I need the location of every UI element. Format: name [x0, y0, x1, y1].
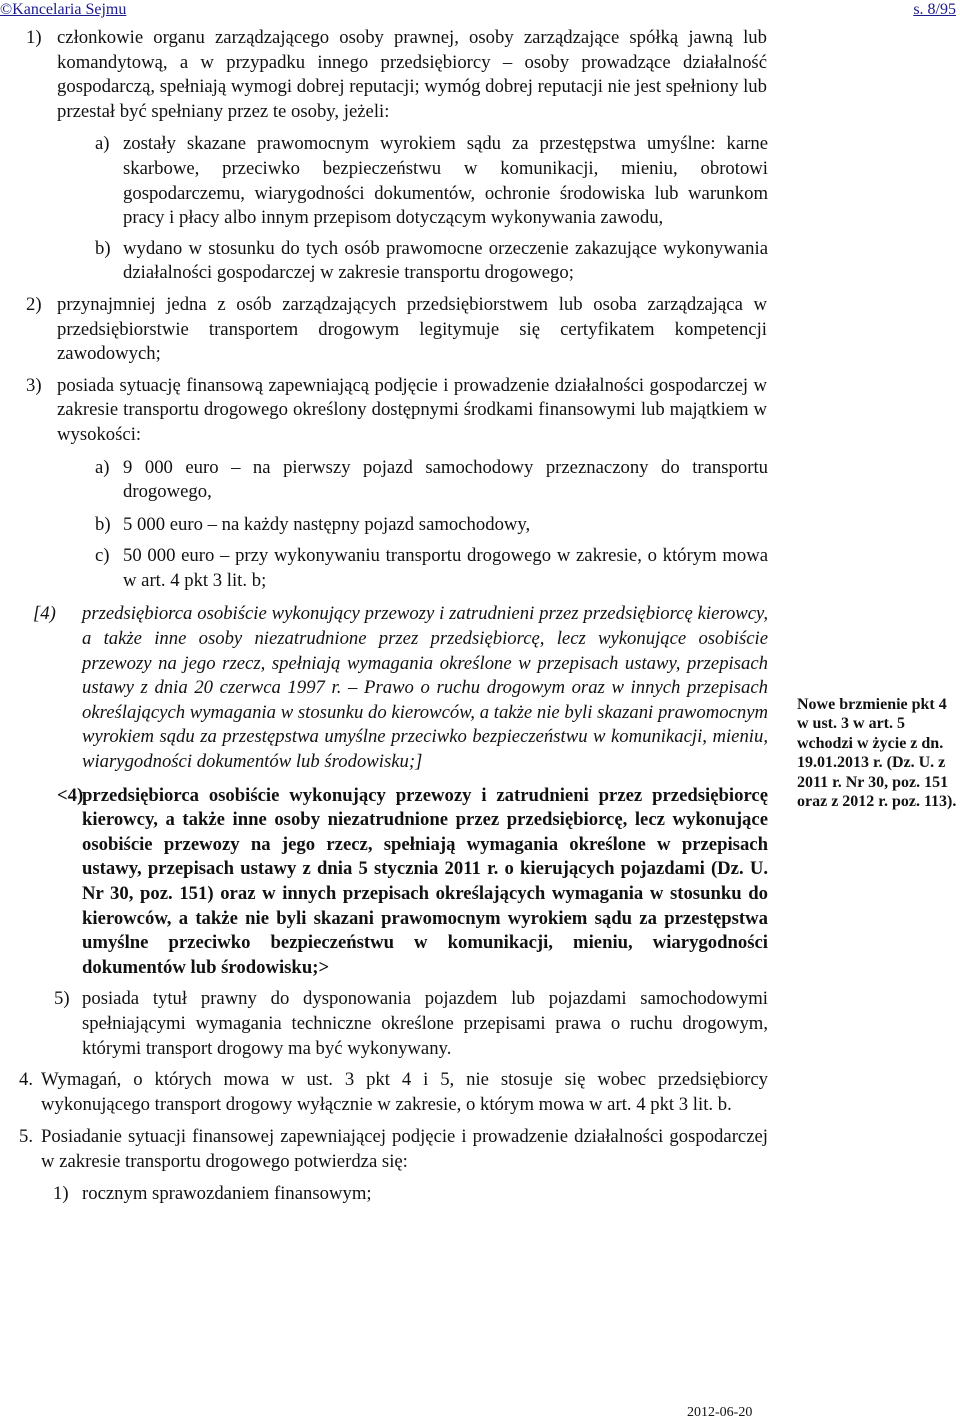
item-label: 1) [26, 27, 42, 48]
item-text: posiada tytuł prawny do dysponowania pojazdem lub pojazdami samochodowymi spełniającymi wymagania techniczne określone przepisami prawa o ruchu drogowym, którymi transport drogowy ma być wykonywany. [82, 988, 768, 1059]
paragraph-label: 4. [19, 1069, 34, 1091]
item-text: wydano w stosunku do tych osób prawomocne orzeczenie zakazujące wykonywania działalności gospodarczej w zakresie transportu drogowego; [123, 237, 768, 284]
item-label: 1) [53, 1182, 69, 1204]
paragraph-text: Wymagań, o których mowa w ust. 3 pkt 4 i 5, nie stosuje się wobec przedsiębiorcy wykonującego transport drogowy wyłącznie w zakresie, o którym mowa w art. 4 pkt 3 lit. b. [41, 1069, 768, 1115]
item-text: 9 000 euro – na pierwszy pojazd samochodowy przeznaczony do transportu drogowego, [123, 456, 768, 503]
item-text: posiada sytuację finansową zapewniającą podjęcie i prowadzenie działalności gospodarczej w zakresie transportu drogowego określony dostępnymi środkami finansowymi lub majątkiem w wysokości: [57, 374, 767, 445]
item-label: b) [95, 237, 111, 259]
item-label: <4) [57, 784, 84, 806]
item-label: 3) [26, 374, 42, 396]
paragraph-text: Posiadanie sytuacji finansowej zapewniającej podjęcie i prowadzenie działalności gospodarczej w zakresie transportu drogowego potwierdza się: [41, 1126, 768, 1172]
item-label: b) [95, 513, 111, 535]
list-item [95, 513, 768, 538]
item-label: 5) [54, 988, 70, 1010]
item-text: przynajmniej jedna z osób zarządzających przedsiębiorstwem lub osoba zarządzająca w przedsiębiorstwie transportem drogowym legitymuje się certyfikatem kompetencji zawodowych; [57, 293, 767, 365]
item-text: przedsiębiorca osobiście wykonujący przewozy i zatrudnieni przez przedsiębiorcę kierowcy, a także inne osoby niezatrudnione przez przedsiębiorcę, lecz wykonujące osobiście przewozy na jego rzecz, spełniają wymagania określone w przepisach ustawy, przepisach ustawy z dnia 5 stycznia 2011 r. o kierujących pojazdami (Dz. U. Nr 30, poz. 151) oraz w innych przepisach określających wymagania w stosunku do kierowców, a także nie byli skazani prawomocnym wyrokiem sądu za przestępstwa umyślne przeciwko bezpieczeństwu w komunikacji, mieniu, wiarygodności dokumentów lub środowisku;> [82, 784, 768, 978]
footer-date: 2012-06-20 [687, 1405, 753, 1420]
header-source [0, 1, 126, 19]
item-text: przedsiębiorca osobiście wykonujący przewozy i zatrudnieni przez przedsiębiorcę kierowcy, a także inne osoby niezatrudnione przez przedsiębiorcę, lecz wykonujące osobiście przewozy na jego rzecz, spełniają wymagania określone w przepisach ustawy, przepisach ustawy z dnia 20 czerwca 1997 r. – Prawo o ruchu drogowym oraz w innych przepisach określających wymagania w stosunku do kierowców, a także nie byli skazani prawomocnym wyrokiem sądu za przestępstwa umyślne przeciwko bezpieczeństwu w komunikacji, mieniu, wiarygodności dokumentów lub środowisku;] [82, 603, 768, 773]
paragraph [19, 1125, 768, 1174]
list-item [95, 237, 768, 286]
paragraph-label: 5. [19, 1126, 34, 1148]
list-item [95, 544, 768, 593]
list-item [95, 456, 768, 505]
item-label: a) [95, 133, 110, 155]
item-text: rocznym sprawozdaniem finansowym; [82, 1182, 372, 1204]
list-item [95, 132, 768, 230]
source-link[interactable]: ©Kancelaria Sejmu [0, 1, 127, 18]
list-item [53, 1182, 768, 1207]
list-item [54, 987, 768, 1061]
item-text: członkowie organu zarządzającego osoby prawnej, osoby zarządzające spółką jawną lub komandytową, a w przypadku innego przedsiębiorcy – osoby prowadzące działalność gospodarczą, spełniają wymogi dobrej reputacji; wymóg dobrej reputacji nie jest spełniony lub przestał być spełniany przez te osoby, jeżeli: [57, 27, 767, 122]
item-label: a) [95, 456, 110, 478]
item-text: 50 000 euro – przy wykonywaniu transportu drogowego w zakresie, o którym mowa w art. 4 pkt 3 lit. b; [123, 545, 768, 591]
item-label: 2) [26, 293, 42, 315]
side-note: Nowe brzmienie pkt 4 w ust. 3 w art. 5 wchodzi w życie z dn. 19.01.2013 r. (Dz. U. z 2011 r. Nr 30, poz. 151 oraz z 2012 r. poz. 113). [797, 696, 957, 811]
document-body [0, 20, 770, 1206]
item-label: c) [95, 545, 110, 567]
list-item [26, 374, 767, 448]
item-label: [4) [33, 603, 56, 625]
list-item [26, 293, 767, 367]
list-item-new-wording [57, 784, 768, 981]
item-text: zostały skazane prawomocnym wyrokiem sądu za przestępstwa umyślne: karne skarbowe, przeciwko bezpieczeństwu w komunikacji, mieniu, obrotowi gospodarczemu, wiarygodności dokumentów, ochronie środowiska lub warunkom pracy i płacy albo innym przepisom dotyczącym wykonywania zawodu, [123, 133, 768, 229]
list-item [26, 26, 767, 124]
page-number: s. 8/95 [913, 1, 956, 18]
paragraph [19, 1068, 768, 1117]
item-text: 5 000 euro – na każdy następny pojazd samochodowy, [123, 513, 531, 535]
list-item-repealed [33, 602, 768, 774]
